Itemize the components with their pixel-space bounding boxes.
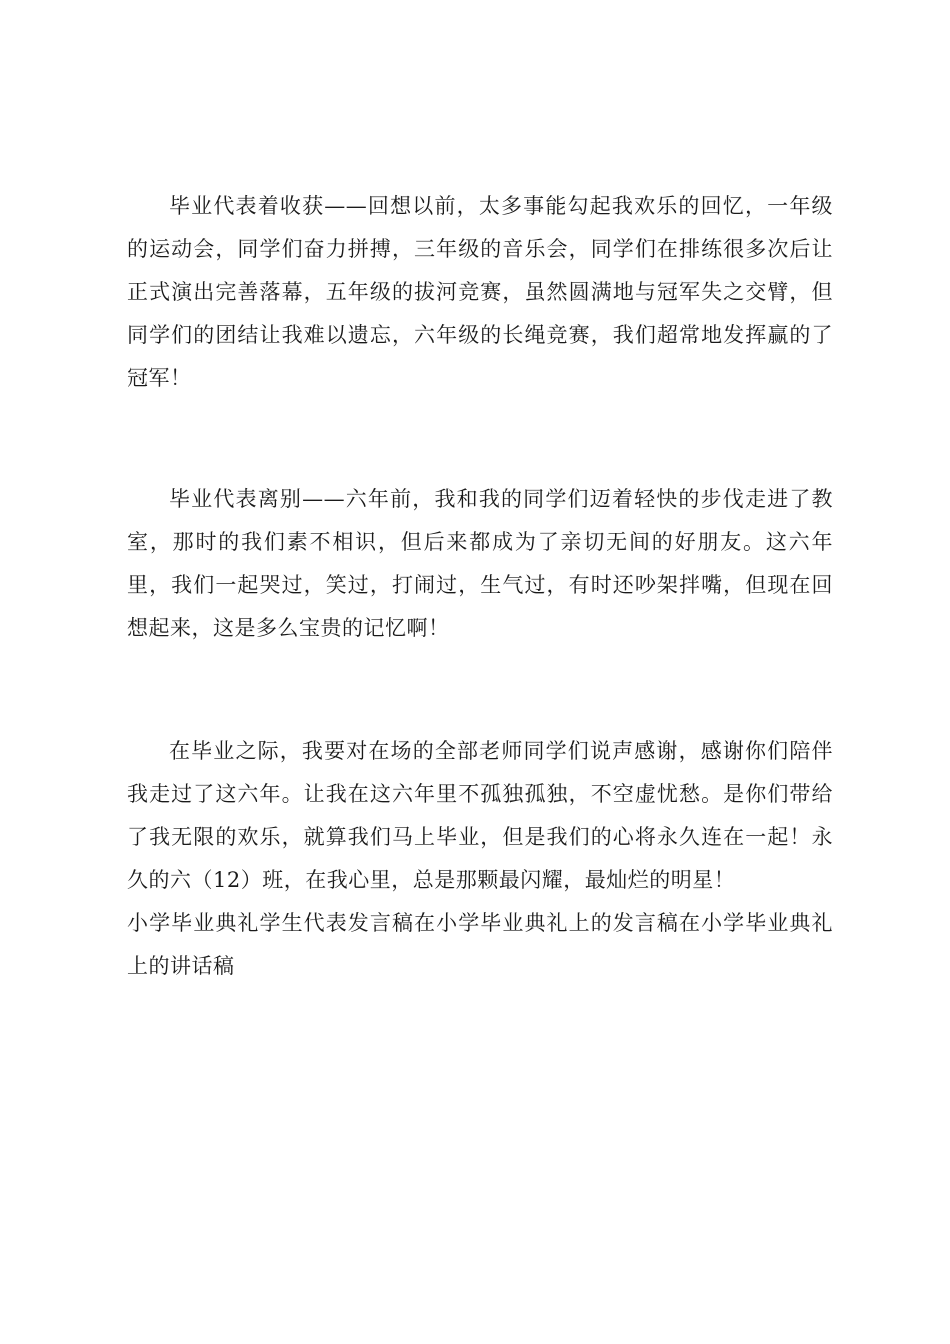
paragraph-harvest: 毕业代表着收获——回想以前，太多事能勾起我欢乐的回忆，一年级的运动会，同学们奋力拼搏，三年级的音乐会，同学们在排练很多次后让正式演出完善落幕，五年级的拔河竞赛，虽然圆满地与冠军失之交臂，但同学们的团结让我难以遗忘，六年级的长绳竞赛，我们超常地发挥赢的了冠军！ (127, 194, 833, 390)
paragraph-spacer (127, 650, 833, 730)
paragraph-spacer (127, 400, 833, 478)
trailing-title-text: 小学毕业典礼学生代表发言稿在小学毕业典礼上的发言稿在小学毕业典礼上的讲话稿 (127, 911, 833, 978)
paragraph-thanks: 在毕业之际，我要对在场的全部老师同学们说声感谢，感谢你们陪伴我走过了这六年。让我在这六年里不孤独孤独，不空虚忧愁。是你们带给了我无限的欢乐，就算我们马上毕业，但是我们的心将永久连在一起！永久的六（12）班，在我心里，总是那颗最闪耀，最灿烂的明星！ (127, 739, 833, 892)
paragraph-farewell: 毕业代表离别——六年前，我和我的同学们迈着轻快的步伐走进了教室，那时的我们素不相识，但后来都成为了亲切无间的好朋友。这六年里，我们一起哭过，笑过，打闹过，生气过，有时还吵架拌嘴，但现在回想起来，这是多么宝贵的记忆啊！ (127, 487, 833, 640)
document-body (127, 185, 833, 988)
